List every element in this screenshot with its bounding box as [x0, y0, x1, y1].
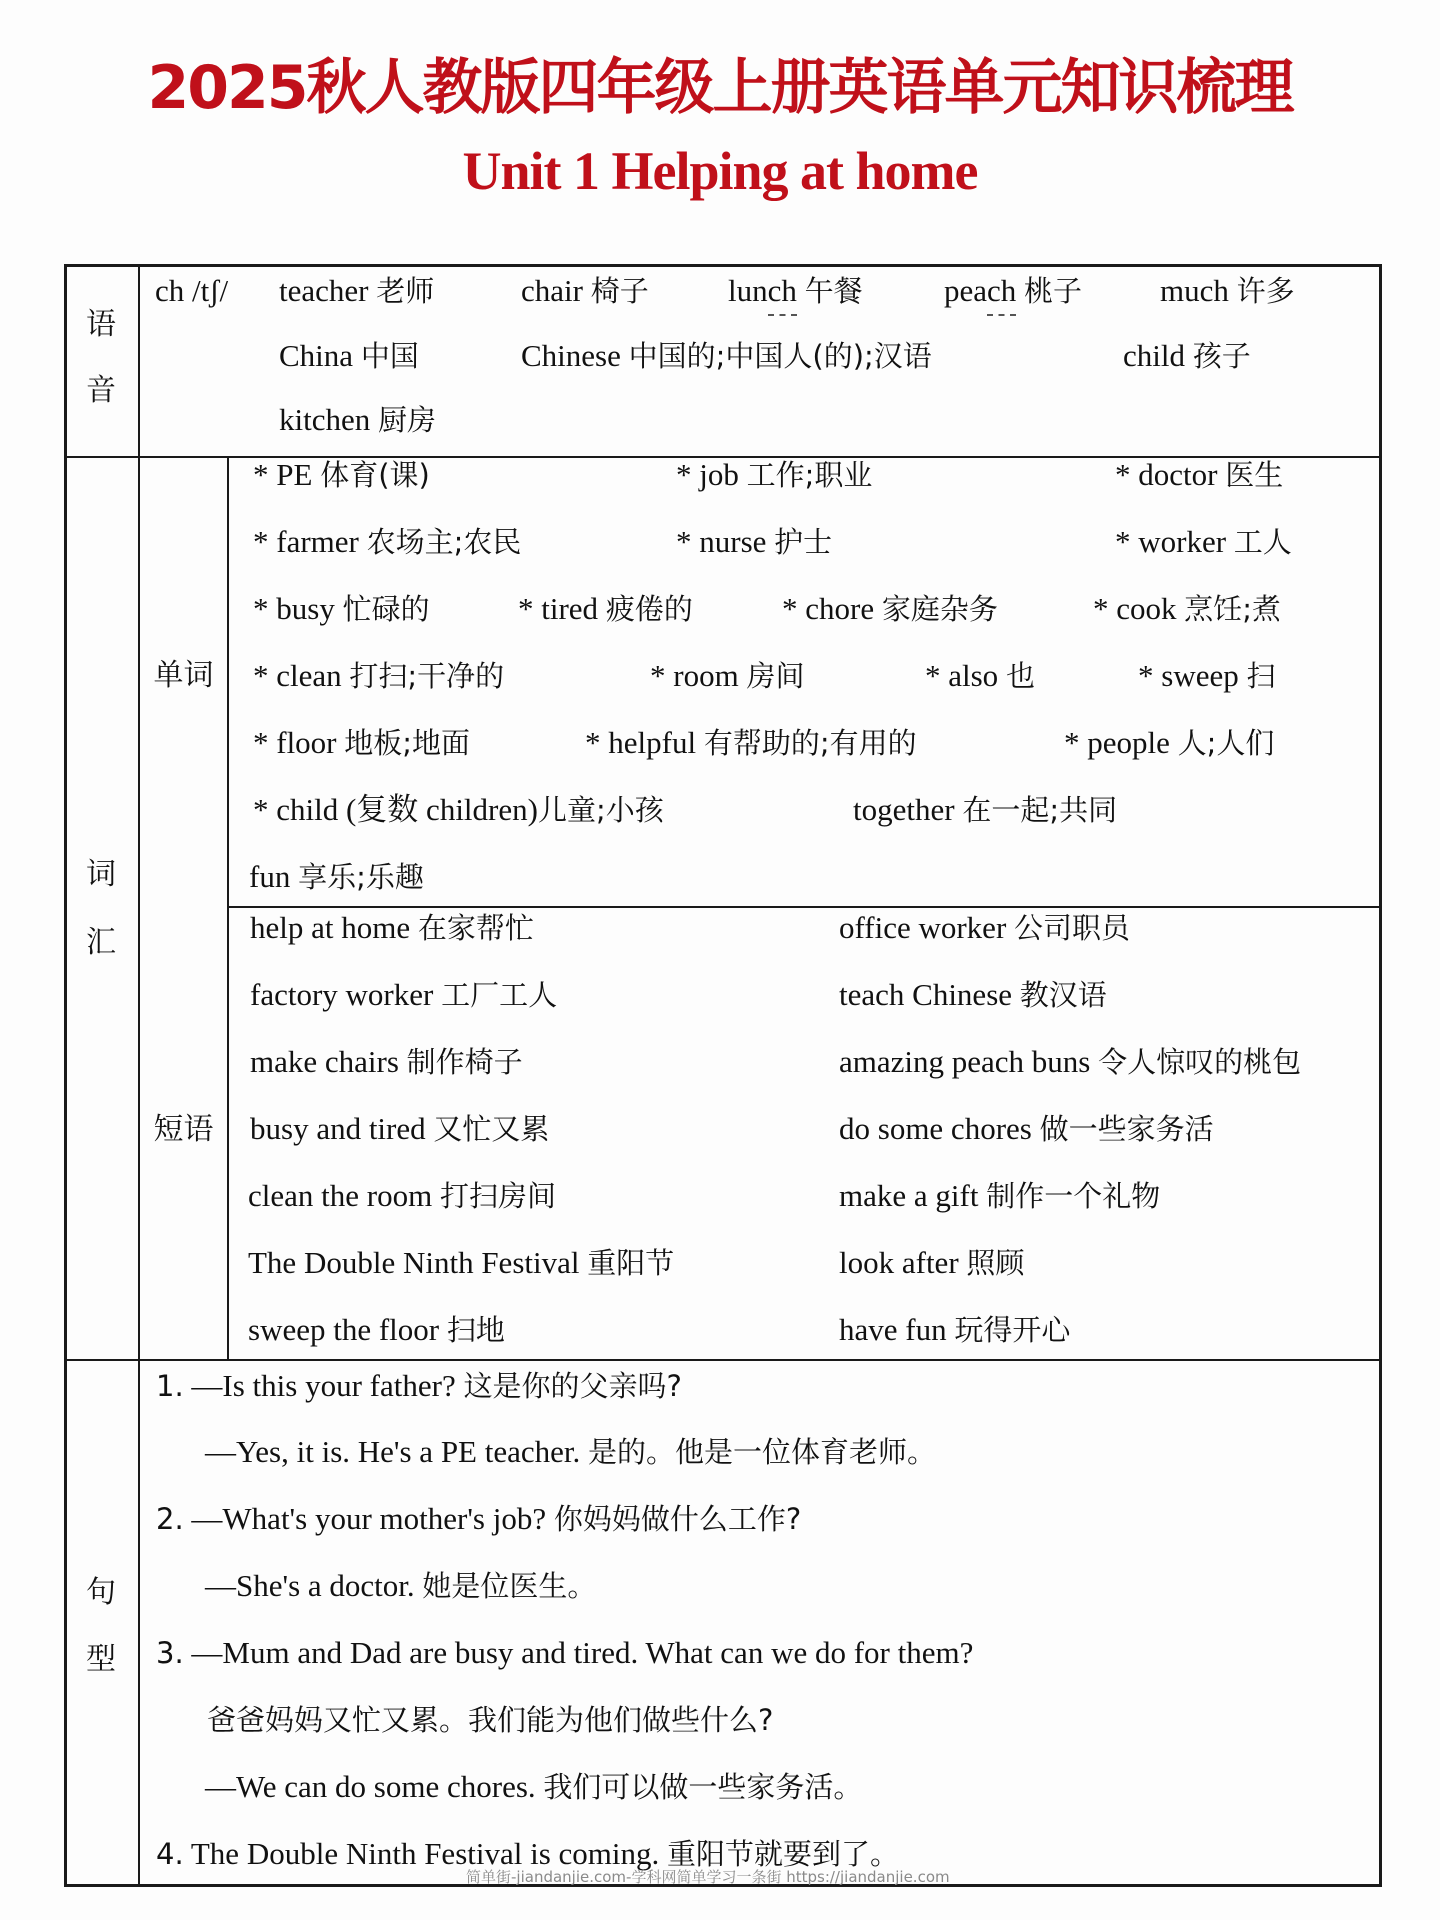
word-en: pea [944, 273, 988, 308]
word-zh: 打扫;干净的 [349, 659, 505, 693]
sentence-zh: 你妈妈做什么工作? [553, 1502, 802, 1536]
word-item [676, 522, 832, 562]
phrase-en: help at home [250, 910, 411, 945]
word-item [1138, 656, 1276, 696]
phrase-item [839, 1176, 1160, 1216]
word-en: * PE [253, 457, 313, 492]
sentence-line [156, 1499, 801, 1539]
phrase-en: sweep the floor [248, 1312, 440, 1347]
word-en: * worker [1115, 524, 1227, 559]
category-label: 句 [86, 1575, 116, 1610]
phrase-zh: 玩得开心 [954, 1313, 1071, 1347]
word-en: * busy [253, 591, 335, 626]
phonics-item [279, 336, 419, 376]
phrase-en: busy and tired [250, 1111, 426, 1146]
phonics-item [944, 271, 1082, 311]
category-label: 型 [86, 1642, 116, 1677]
underlined-letters: ch [987, 273, 1017, 308]
word-en: * people [1064, 725, 1170, 760]
word-zh: 孩子 [1192, 339, 1251, 373]
word-zh: 中国的;中国人(的);汉语 [628, 339, 932, 373]
phonics-item [521, 336, 932, 376]
sentence-en: —What's your mother's job? [191, 1501, 547, 1536]
sentence-line [205, 1566, 596, 1606]
word-en: together [853, 792, 955, 827]
sentence-zh: 她是位医生。 [422, 1569, 597, 1603]
divider-vocab-sentences [64, 1359, 1382, 1361]
word-item [782, 589, 998, 629]
word-item [925, 656, 1035, 696]
word-item [585, 723, 917, 763]
word-en: * child (复数 children) [253, 792, 538, 827]
sentence-number: 3. [156, 1636, 184, 1670]
word-zh: 护士 [774, 525, 833, 559]
category-label: 音 [86, 373, 116, 408]
word-zh: 桃子 [1024, 274, 1083, 308]
word-en: * doctor [1115, 457, 1218, 492]
word-item [249, 857, 424, 897]
phrase-en: factory worker [250, 977, 434, 1012]
word-zh: 椅子 [590, 274, 649, 308]
word-en: * nurse [676, 524, 767, 559]
sentence-en: —Mum and Dad are busy and tired. What can we do for them? [191, 1635, 974, 1670]
word-en: * job [676, 457, 739, 492]
phonics-sound: ch /tʃ/ [155, 273, 229, 308]
sentence-line [205, 1767, 862, 1807]
phrase-zh: 制作一个礼物 [986, 1179, 1161, 1213]
phrase-zh: 扫地 [446, 1313, 505, 1347]
word-zh: 疲倦的 [605, 592, 693, 626]
word-en: * floor [253, 725, 337, 760]
phrase-item [250, 1042, 523, 1082]
word-zh: 在一起;共同 [962, 793, 1118, 827]
watermark: 简单街-jiandanjie.com-学科网简单学习一条街 https://jiandanjie.com [466, 1868, 950, 1886]
word-zh: 享乐;乐趣 [298, 860, 424, 894]
sentence-zh: 是的。他是一位体育老师。 [588, 1435, 937, 1469]
sentence-en: —Yes, it is. He's a PE teacher. [205, 1434, 581, 1469]
phrase-zh: 在家帮忙 [417, 911, 534, 945]
sentence-line [207, 1700, 773, 1740]
word-en: Chinese [521, 338, 621, 373]
sentence-en: —She's a doctor. [205, 1568, 415, 1603]
word-item [1093, 589, 1281, 629]
word-zh: 工作;职业 [746, 458, 873, 492]
phrase-en: do some chores [839, 1111, 1032, 1146]
sentence-line [205, 1432, 936, 1472]
word-en: * helpful [585, 725, 697, 760]
word-zh: 烹饪;煮 [1184, 592, 1282, 626]
word-en: child [1123, 338, 1185, 373]
phrase-item [839, 1109, 1214, 1149]
word-en: * clean [253, 658, 342, 693]
phrase-item [248, 1176, 556, 1216]
word-zh: 老师 [376, 274, 435, 308]
phonics-item [1123, 336, 1251, 376]
phrase-zh: 制作椅子 [406, 1045, 523, 1079]
phonics-item [279, 271, 434, 311]
sentence-zh: 爸爸妈妈又忙又累。我们能为他们做些什么? [207, 1703, 774, 1737]
word-zh: 有帮助的;有用的 [703, 726, 917, 760]
word-item [650, 656, 804, 696]
word-zh: 地板;地面 [344, 726, 471, 760]
phrase-zh: 照顾 [966, 1246, 1025, 1280]
phrase-zh: 令人惊叹的桃包 [1098, 1045, 1302, 1079]
page-title: 2025秋人教版四年级上册英语单元知识梳理 [147, 53, 1293, 123]
word-en: * cook [1093, 591, 1177, 626]
word-en: * farmer [253, 524, 359, 559]
word-item [253, 723, 470, 763]
sentence-en: The Double Ninth Festival is coming. [190, 1836, 660, 1871]
phrase-zh: 公司职员 [1014, 911, 1131, 945]
phrase-en: office worker [839, 910, 1007, 945]
word-item [253, 589, 430, 629]
divider-sublabel-column [227, 456, 229, 1359]
word-zh: 忙碌的 [342, 592, 430, 626]
word-zh: 也 [1005, 659, 1035, 693]
word-zh: 体育(课) [320, 458, 430, 492]
word-zh: 医生 [1225, 458, 1284, 492]
word-en: * tired [518, 591, 599, 626]
word-item [1064, 723, 1274, 763]
word-item [253, 522, 521, 562]
phrase-en: make chairs [250, 1044, 399, 1079]
sentence-zh: 这是你的父亲吗? [463, 1369, 682, 1403]
phrase-item [839, 908, 1130, 948]
word-zh: 中国 [360, 339, 419, 373]
sentence-en: —We can do some chores. [205, 1769, 536, 1804]
word-en: chair [521, 273, 583, 308]
phrase-zh: 打扫房间 [439, 1179, 556, 1213]
category-label: 词 [86, 857, 116, 892]
phonics-item [1160, 271, 1295, 311]
word-item [676, 455, 872, 495]
divider-category-column [138, 264, 140, 1887]
sentence-number: 1. [156, 1369, 184, 1403]
word-zh: 房间 [746, 659, 805, 693]
phrase-en: clean the room [248, 1178, 433, 1213]
sentence-zh: 重阳节就要到了。 [667, 1837, 900, 1871]
category-label: 语 [86, 307, 116, 342]
word-item [253, 790, 664, 830]
phonics-item [279, 400, 436, 440]
phrase-zh: 又忙又累 [433, 1112, 550, 1146]
sentence-number: 2. [156, 1502, 184, 1536]
word-item [853, 790, 1117, 830]
phrases-sublabel: 短语 [153, 1112, 214, 1147]
phrase-item [839, 1243, 1024, 1283]
word-zh: 农场主;农民 [366, 525, 522, 559]
phrase-en: teach Chinese [839, 977, 1013, 1012]
phrase-item [250, 908, 534, 948]
words-sublabel: 单词 [153, 658, 214, 693]
word-zh: 厨房 [378, 403, 437, 437]
word-en: * sweep [1138, 658, 1239, 693]
word-zh: 午餐 [804, 274, 863, 308]
phrase-item [250, 975, 557, 1015]
word-item [253, 455, 430, 495]
phrase-item [248, 1243, 674, 1283]
word-en: fun [249, 859, 291, 894]
phonics-item [521, 271, 649, 311]
underlined-letters: ch [767, 273, 797, 308]
word-en: China [279, 338, 354, 373]
phrase-item [250, 1109, 549, 1149]
unit-subtitle: Unit 1 Helping at home [462, 141, 978, 201]
word-en: lun [728, 273, 768, 308]
phrase-item [248, 1310, 505, 1350]
word-zh: 扫 [1246, 659, 1276, 693]
word-en: much [1160, 273, 1229, 308]
phrase-item [839, 1042, 1301, 1082]
word-item [1115, 455, 1283, 495]
phrase-zh: 重阳节 [587, 1246, 675, 1280]
phrase-en: make a gift [839, 1178, 979, 1213]
sentence-zh: 我们可以做一些家务活。 [543, 1770, 863, 1804]
word-item [518, 589, 693, 629]
word-zh: 许多 [1236, 274, 1295, 308]
phrase-zh: 工厂工人 [441, 978, 558, 1012]
word-item [1115, 522, 1292, 562]
word-en: * also [925, 658, 999, 693]
sentence-line [156, 1366, 682, 1406]
phrase-item [839, 975, 1107, 1015]
phrase-zh: 做一些家务活 [1039, 1112, 1214, 1146]
word-item [253, 656, 504, 696]
phrase-en: The Double Ninth Festival [248, 1245, 580, 1280]
word-en: * chore [782, 591, 875, 626]
phonics-item [728, 271, 863, 311]
sentence-number: 4. [156, 1837, 184, 1871]
word-zh: 人;人们 [1177, 726, 1275, 760]
word-en: teacher [279, 273, 369, 308]
word-zh: 家庭杂务 [881, 592, 998, 626]
phrase-en: have fun [839, 1312, 947, 1347]
word-zh: 工人 [1233, 525, 1292, 559]
category-label: 汇 [86, 925, 116, 960]
sentence-en: —Is this your father? [191, 1368, 456, 1403]
phrase-en: amazing peach buns [839, 1044, 1091, 1079]
phrase-en: look after [839, 1245, 959, 1280]
phrase-item [839, 1310, 1070, 1350]
sentence-line [156, 1633, 973, 1673]
word-en: * room [650, 658, 739, 693]
phrase-zh: 教汉语 [1019, 978, 1107, 1012]
word-en: kitchen [279, 402, 371, 437]
word-zh: 儿童;小孩 [537, 793, 664, 827]
